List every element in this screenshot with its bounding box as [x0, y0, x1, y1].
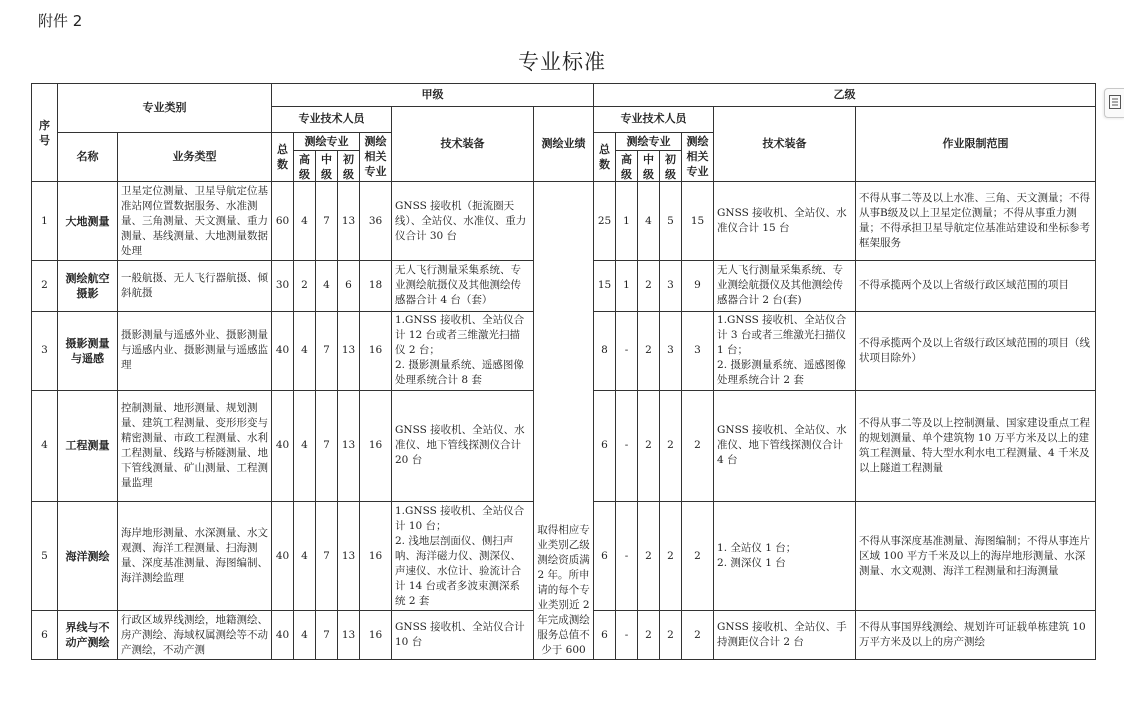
header-a-junior: 初级 — [343, 152, 354, 181]
row-b-senior: 1 — [616, 261, 638, 312]
row-a-total: 40 — [272, 311, 294, 390]
row-b-middle: 4 — [638, 182, 660, 261]
row-a-equipment: GNSS 接收机、全站仪、水准仪、地下管线探测仪合计 20 台 — [392, 390, 534, 501]
row-name: 测绘航空摄影 — [58, 261, 118, 312]
row-b-equipment: 1.GNSS 接收机、全站仪合计 3 台或者三维激光扫描仪 1 台； 2. 摄影测量系统、遥感图像处理系统合计 2 套 — [714, 311, 856, 390]
header-name: 名称 — [58, 132, 118, 182]
row-b-equipment: GNSS 接收机、全站仪、手持测距仪合计 2 台 — [714, 611, 856, 660]
row-a-equipment: GNSS 接收机、全站仪合计 10 台 — [392, 611, 534, 660]
row-b-scope: 不得从事深度基准测量、海图编制；不得从事连片区域 100 平方千米及以上的海岸地形测量、水深测量、水文观测、海洋工程测量和扫海测量 — [856, 502, 1096, 611]
row-b-related: 2 — [682, 390, 714, 501]
row-a-senior: 4 — [294, 182, 316, 261]
row-index: 5 — [32, 502, 58, 611]
row-b-related: 2 — [682, 502, 714, 611]
row-business: 控制测量、地形测量、规划测量、建筑工程测量、变形形变与精密测量、市政工程测量、水利工程测量、线路与桥隧测量、地下管线测量、矿山测量、工程测量监理 — [118, 390, 272, 501]
row-b-equipment: 无人飞行测量采集系统、专业测绘航摄仪及其他测绘传感器合计 2 台(套) — [714, 261, 856, 312]
row-a-junior: 13 — [338, 182, 360, 261]
header-a-major-group — [294, 132, 360, 182]
row-a-middle: 4 — [316, 261, 338, 312]
header-b-junior: 初级 — [665, 152, 677, 181]
row-a-equipment: GNSS 接收机（扼流圈天线）、全站仪、水准仪、重力仪合计 30 台 — [392, 182, 534, 261]
header-scope-limit: 作业限制范围 — [856, 107, 1096, 182]
row-a-junior: 13 — [338, 311, 360, 390]
header-category: 专业类别 — [58, 84, 272, 133]
row-a-middle: 7 — [316, 311, 338, 390]
row-b-related: 9 — [682, 261, 714, 312]
row-b-related: 3 — [682, 311, 714, 390]
performance-cell: 取得相应专业类别乙级测绘资质满 2 年。所申请的每个专业类别近 2 年完成测绘服务总值不少于 600 — [534, 182, 594, 660]
header-a-tech-personnel: 专业技术人员 — [272, 107, 392, 132]
row-b-junior: 5 — [660, 182, 682, 261]
row-a-related: 36 — [360, 182, 392, 261]
row-business: 行政区域界线测绘，地籍测绘、房产测绘、海域权属测绘等不动产测绘，不动产测 — [118, 611, 272, 660]
row-a-senior: 4 — [294, 611, 316, 660]
header-b-surveying-major: 测绘专业 — [616, 133, 681, 151]
row-b-senior: 1 — [616, 182, 638, 261]
header-b-tech-personnel: 专业技术人员 — [594, 107, 714, 132]
row-b-related: 2 — [682, 611, 714, 660]
row-a-equipment: 1.GNSS 接收机、全站仪合计 12 台或者三维激光扫描仪 2 台； 2. 摄影测量系统、遥感图像处理系统合计 8 套 — [392, 311, 534, 390]
row-a-related: 16 — [360, 311, 392, 390]
row-a-senior: 4 — [294, 311, 316, 390]
row-b-total: 6 — [594, 390, 616, 501]
row-b-scope: 不得从事二等及以上控制测量、国家建设重点工程的规划测量、单个建筑物 10 万平方米及以上的建筑工程测量、特大型水利水电工程测量、4 千米及以上隧道工程测量 — [856, 390, 1096, 501]
row-a-total: 40 — [272, 611, 294, 660]
row-a-related: 18 — [360, 261, 392, 312]
row-a-related: 16 — [360, 611, 392, 660]
page-title: 专业标准 — [518, 50, 606, 74]
row-b-junior: 2 — [660, 611, 682, 660]
row-b-scope: 不得从事二等及以上水准、三角、天文测量；不得从事B级及以上卫星定位测量；不得从事重力测量；不得承担卫星导航定位基准站建设和坐标参考框架服务 — [856, 182, 1096, 261]
row-b-middle: 2 — [638, 502, 660, 611]
row-name: 工程测量 — [58, 390, 118, 501]
row-business: 海岸地形测量、水深测量、水文观测、海洋工程测量、扫海测量、深度基准测量、海图编制、海洋测绘监理 — [118, 502, 272, 611]
row-b-related: 15 — [682, 182, 714, 261]
row-b-junior: 2 — [660, 390, 682, 501]
row-a-middle: 7 — [316, 182, 338, 261]
row-a-junior: 13 — [338, 611, 360, 660]
header-performance: 测绘业绩 — [534, 107, 594, 182]
header-b-related: 测绘相关专业 — [682, 132, 714, 182]
row-b-senior: - — [616, 390, 638, 501]
header-grade-b: 乙级 — [594, 84, 1096, 107]
row-index: 4 — [32, 390, 58, 501]
row-name: 海洋测绘 — [58, 502, 118, 611]
header-a-middle: 中级 — [316, 151, 338, 181]
row-b-total: 8 — [594, 311, 616, 390]
panel-list-icon — [1109, 95, 1121, 109]
row-index: 6 — [32, 611, 58, 660]
row-index: 2 — [32, 261, 58, 312]
row-b-total: 25 — [594, 182, 616, 261]
row-business: 一般航摄、无人飞行器航摄、倾斜航摄 — [118, 261, 272, 312]
row-a-total: 40 — [272, 390, 294, 501]
row-b-equipment: GNSS 接收机、全站仪、水准仪、地下管线探测仪合计 4 台 — [714, 390, 856, 501]
row-b-junior: 3 — [660, 261, 682, 312]
header-business: 业务类型 — [118, 132, 272, 182]
row-business: 卫星定位测量、卫星导航定位基准站网位置数据服务、水准测量、三角测量、天文测量、重力测量、基线测量、大地测量数据处理 — [118, 182, 272, 261]
row-a-equipment: 无人飞行测量采集系统、专业测绘航摄仪及其他测绘传感器合计 4 台（套） — [392, 261, 534, 312]
header-b-major-group — [616, 132, 682, 182]
header-a-senior: 高级 — [294, 151, 316, 181]
row-b-equipment: 1. 全站仪 1 台； 2. 测深仪 1 台 — [714, 502, 856, 611]
header-grade-a: 甲级 — [272, 84, 594, 107]
row-a-related: 16 — [360, 390, 392, 501]
table-row — [32, 182, 1096, 261]
header-b-middle: 中级 — [638, 151, 660, 181]
row-index: 3 — [32, 311, 58, 390]
row-a-junior: 13 — [338, 502, 360, 611]
attachment-label: 附件 2 — [38, 12, 83, 30]
row-b-scope: 不得承揽两个及以上省级行政区域范围的项目 — [856, 261, 1096, 312]
row-a-junior: 6 — [338, 261, 360, 312]
header-index: 序号 — [32, 84, 58, 182]
row-b-junior: 2 — [660, 502, 682, 611]
row-name: 大地测量 — [58, 182, 118, 261]
row-a-total: 40 — [272, 502, 294, 611]
row-name: 界线与不动产测绘 — [58, 611, 118, 660]
row-name: 摄影测量与遥感 — [58, 311, 118, 390]
header-a-total: 总数 — [272, 132, 294, 182]
row-b-senior: - — [616, 502, 638, 611]
header-a-surveying-major: 测绘专业 — [294, 133, 359, 151]
row-a-senior: 4 — [294, 390, 316, 501]
header-a-related: 测绘相关专业 — [360, 132, 392, 182]
row-b-middle: 2 — [638, 311, 660, 390]
row-b-senior: - — [616, 311, 638, 390]
row-b-total: 6 — [594, 611, 616, 660]
row-b-senior: - — [616, 611, 638, 660]
header-b-total: 总数 — [594, 132, 616, 182]
row-a-middle: 7 — [316, 390, 338, 501]
row-b-scope: 不得承揽两个及以上省级行政区域范围的项目（线状项目除外） — [856, 311, 1096, 390]
header-b-senior: 高级 — [616, 151, 638, 181]
row-a-equipment: 1.GNSS 接收机、全站仪合计 10 台； 2. 浅地层剖面仪、侧扫声呐、海洋磁力仪、测深仪、声速仪、水位计、验流计合计 14 台或者多波束测深系统 2 套 — [392, 502, 534, 611]
row-business: 摄影测量与遥感外业、摄影测量与遥感内业、摄影测量与遥感监理 — [118, 311, 272, 390]
row-b-middle: 2 — [638, 611, 660, 660]
row-a-total: 60 — [272, 182, 294, 261]
row-a-senior: 4 — [294, 502, 316, 611]
row-b-middle: 2 — [638, 390, 660, 501]
row-index: 1 — [32, 182, 58, 261]
row-b-scope: 不得从事国界线测绘、规划许可证载单栋建筑 10 万平方米及以上的房产测绘 — [856, 611, 1096, 660]
row-a-senior: 2 — [294, 261, 316, 312]
row-a-total: 30 — [272, 261, 294, 312]
row-a-junior: 13 — [338, 390, 360, 501]
side-panel-toggle[interactable] — [1104, 88, 1124, 118]
row-b-middle: 2 — [638, 261, 660, 312]
row-b-total: 15 — [594, 261, 616, 312]
standards-table — [31, 83, 1096, 660]
row-a-middle: 7 — [316, 502, 338, 611]
row-b-junior: 3 — [660, 311, 682, 390]
row-a-related: 16 — [360, 502, 392, 611]
header-a-equipment: 技术装备 — [392, 107, 534, 182]
row-a-middle: 7 — [316, 611, 338, 660]
row-b-equipment: GNSS 接收机、全站仪、水准仪合计 15 台 — [714, 182, 856, 261]
row-b-total: 6 — [594, 502, 616, 611]
header-b-equipment: 技术装备 — [714, 107, 856, 182]
